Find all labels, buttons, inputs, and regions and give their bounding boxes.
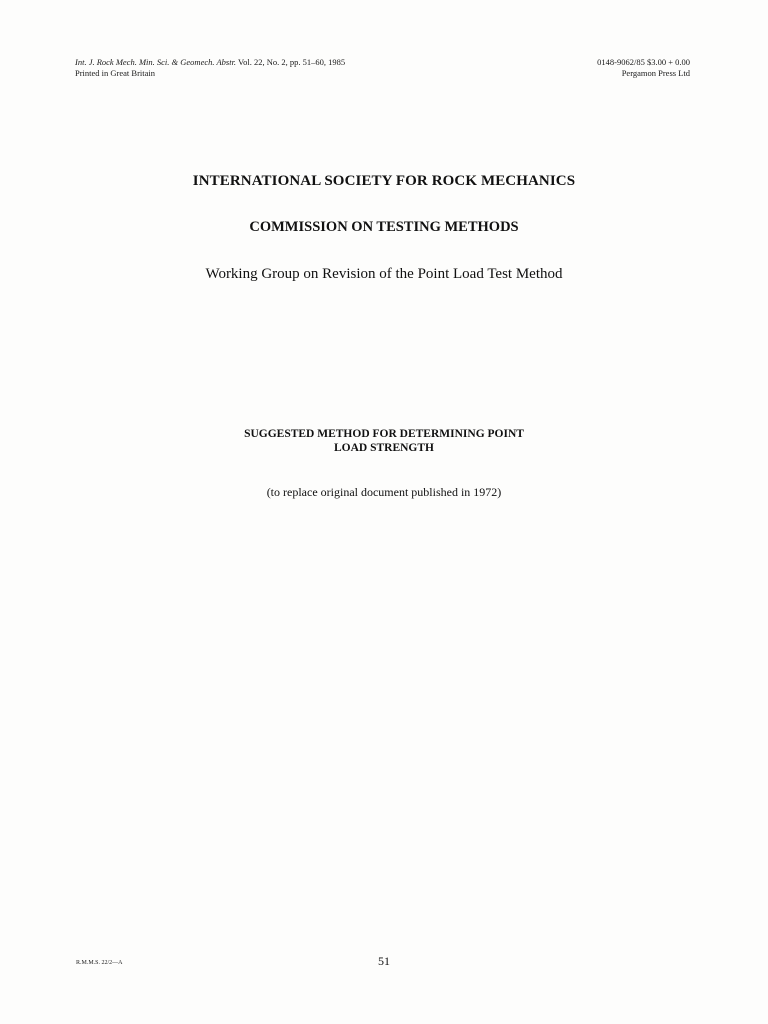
footer-code: R.M.M.S. 22/2—A: [76, 960, 123, 966]
replacement-note: (to replace original document published in 1972): [266, 485, 502, 499]
citation-line: [75, 57, 345, 68]
journal-citation: [75, 57, 345, 79]
publisher-name: Pergamon Press Ltd: [621, 68, 690, 78]
journal-volume: Vol. 22, No. 2, pp. 51–60, 1985: [236, 57, 346, 67]
method-title: [0, 427, 768, 455]
commission-title: COMMISSION ON TESTING METHODS: [249, 219, 519, 235]
method-title-line-1: SUGGESTED METHOD FOR DETERMINING POINT: [244, 428, 524, 440]
journal-name: Int. J. Rock Mech. Min. Sci. & Geomech. Abstr.: [75, 57, 237, 67]
working-group-title: Working Group on Revision of the Point Load Test Method: [205, 266, 563, 282]
society-title: INTERNATIONAL SOCIETY FOR ROCK MECHANICS: [192, 173, 576, 189]
method-title-line-2: LOAD STRENGTH: [333, 442, 434, 454]
page-number: 51: [378, 954, 390, 968]
printed-location: Printed in Great Britain: [75, 68, 156, 78]
issn-price: 0148-9062/85 $3.00 + 0.00: [597, 57, 690, 67]
publisher-info: [597, 57, 690, 79]
